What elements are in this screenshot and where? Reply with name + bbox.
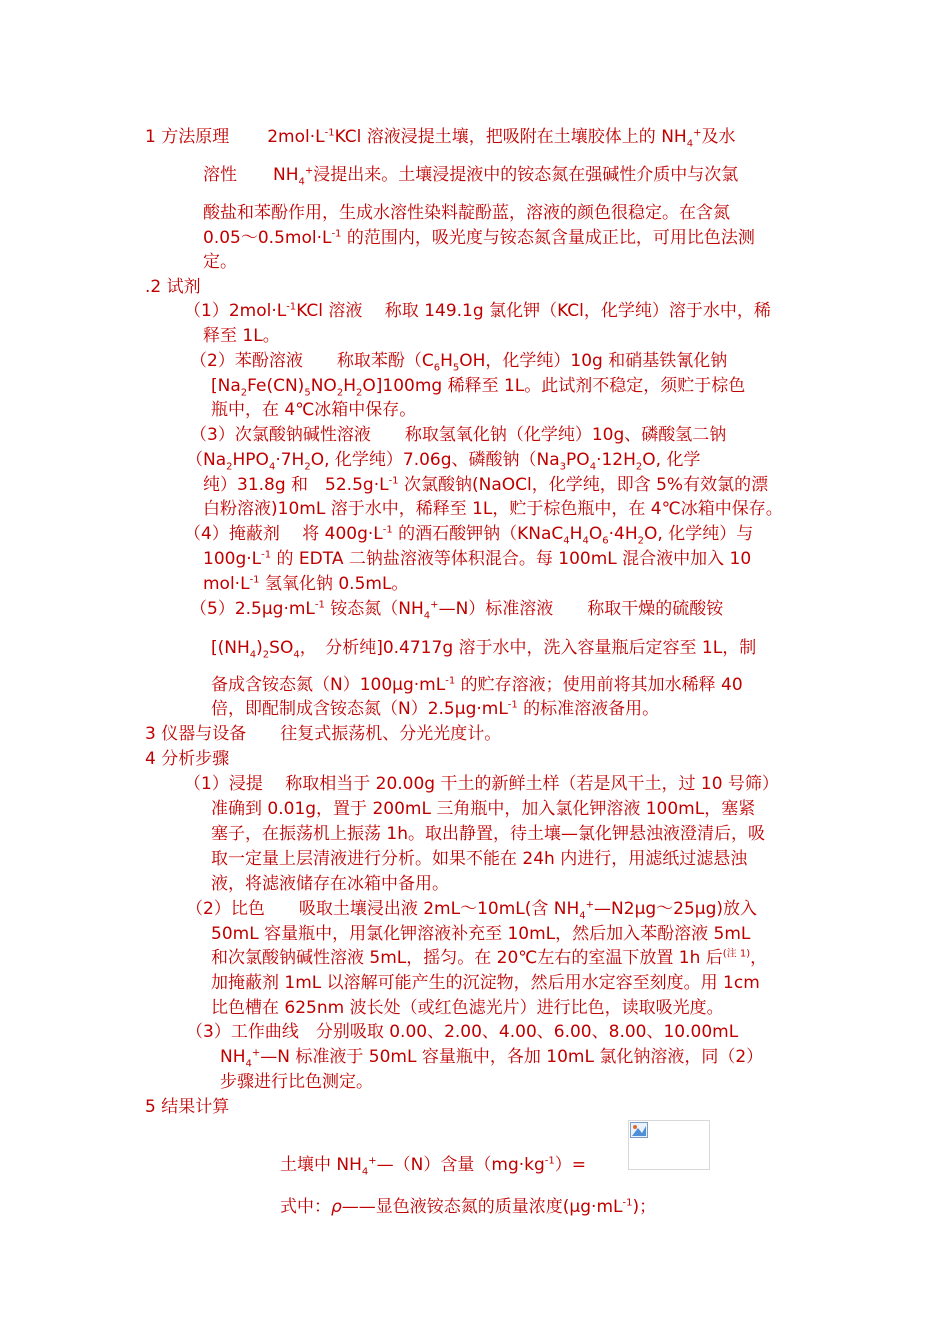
step-3-line-3: 步骤进行比色测定。 [220,1072,373,1092]
formula-image [628,1120,710,1170]
step-2-line-1: （2）比色 吸取土壤浸出液 2mL～10mL(含 $NH_4^+—N2\mu g\sim 25\mu g$)放入 [186,899,758,922]
step-1-line-2: 准确到 0.01g，置于 200mL 三角瓶中，加入氯化钾溶液 100mL，塞紧 [211,799,756,819]
reagent-4-line-3: $mol\cdot L^{-1}$ 氢氧化钠 0.5mL。 [203,574,409,594]
step-1-line-5: 液，将滤液储存在冰箱中备用。 [211,874,449,894]
reagent-5-line-4: 倍，即配制成含铵态氮$(N)2.5\mu g\cdot mL^{-1}$ 的标准溶液备用。 [211,699,660,719]
step-3-line-2: $NH_4^+—N$ 标准液于 50mL 容量瓶中，各加 10mL 氯化钠溶液，同（2） [220,1047,764,1070]
section-1-line-3: 酸盐和苯酚作用，生成水溶性染料靛酚蓝，溶液的颜色很稳定。在含氮 [203,203,730,223]
reagent-1-line-1: $(1)2mol\cdot L^{-1}KCl$ 溶液 称取 149.1g 氯化钾（KCl，化学纯）溶于水中，稀 [184,301,771,321]
step-1-line-3: 塞子，在振荡机上振荡 1h。取出静置，待土壤—氯化钾悬浊液澄清后，吸 [211,824,765,844]
formula-where-line: 式中：ρ——显色液铵态氮的质量浓度$(\mu g\cdot mL^{-1})$； [280,1197,657,1217]
reagent-4-line-2: $100g\cdot L^{-1}$ 的 EDTA 二钠盐溶液等体积混合。每 100mL 混合液中加入 10 [203,549,752,569]
step-2-line-3: 和次氯酸钠碱性溶液 5mL，摇匀。在 20℃左右的室温下放置 1h 后$^{(注 1)}$， [211,948,768,968]
step-3-line-1: （3）工作曲线 分别吸取 0.00、2.00、4.00、6.00、8.00、10.00mL [186,1022,739,1042]
reagent-2-line-1: （2）苯酚溶液 称取苯酚（$C_6H_5OH$，化学纯）10g 和硝基铁氰化钠 [190,351,728,374]
reagent-3-line-2: （$Na_2HPO_4\cdot 7H_2O$, 化学纯）7.06g、磷酸钠（$Na_3PO_4\cdot 12H_2O$, 化学 [186,450,701,473]
reagent-5-line-1: $(5)2.5\mu g\cdot mL^{-1}$ 铵态氮$(NH_4^+—N)$标准溶液 称取干燥的硫酸铵 [190,599,724,622]
step-2-line-4: 加掩蔽剂 1mL 以溶解可能产生的沉淀物，然后用水定容至刻度。用 1cm [211,973,760,993]
section-5-title: 5 结果计算 [145,1097,230,1117]
step-2-line-5: 比色槽在 625nm 波长处（或红色滤光片）进行比色，读取吸光度。 [211,998,724,1018]
section-2-title: .2 试剂 [145,277,201,297]
step-1-line-4: 取一定量上层清液进行分析。如果不能在 24h 内进行，用滤纸过滤悬浊 [211,849,748,869]
reagent-2-line-2: $[Na_2Fe(CN)_5NO_2H_2O]100mg$ 稀释至 1L。此试剂不稳定，须贮于棕色 [211,376,746,399]
reagent-3-line-3: 纯）31.8g 和 $52.5g\cdot L^{-1}$ 次氯酸钠(NaOCl，化学纯，即含 5%有效氯的漂 [203,475,769,495]
broken-image-icon [630,1122,648,1138]
section-1-line-1: 1 方法原理 $2mol\cdot L^{-1}KCl$ 溶液浸提土壤，把吸附在土壤胶体上的 $NH_4^+$及水 [145,127,736,150]
reagent-5-line-3: 备成含铵态氮$(N)100\mu g\cdot mL^{-1}$ 的贮存溶液；使用前将其加水稀释 40 [211,675,743,695]
section-1-line-5: 定。 [203,252,237,272]
reagent-4-line-1: （4）掩蔽剂 将 $400g\cdot L^{-1}$ 的酒石酸钾钠（$KNaC_4H_4O_6\cdot 4H_2O$, 化学纯）与 [184,524,754,547]
reagent-2-line-3: 瓶中，在 4℃冰箱中保存。 [211,400,417,420]
formula-line: 土壤中 $NH_4^+—(N)$含量$(mg\cdot kg^{-1})=$ [280,1155,587,1178]
step-1-line-1: （1）浸提 称取相当于 20.00g 干土的新鲜土样（若是风干土，过 10 号筛） [184,774,779,794]
section-3-line: 3 仪器与设备 往复式振荡机、分光光度计。 [145,724,502,744]
section-1-line-4: $0.05\sim 0.5mol\cdot L^{-1}$ 的范围内，吸光度与铵态氮含量成正比，可用比色法测 [203,228,755,248]
reagent-1-line-2: 释至 1L。 [203,326,280,346]
reagent-3-line-4: 白粉溶液)10mL 溶于水中，稀释至 1L，贮于棕色瓶中，在 4℃冰箱中保存。 [203,499,783,519]
reagent-5-line-2: [$(NH_4)_2SO_4$， 分析纯]0.4717g 溶于水中，洗入容量瓶后定容至 1L，制 [211,638,757,661]
reagent-3-line-1: （3）次氯酸钠碱性溶液 称取氢氧化钠（化学纯）10g、磷酸氢二钠 [190,425,727,445]
step-2-line-2: 50mL 容量瓶中，用氯化钾溶液补充至 10mL，然后加入苯酚溶液 5mL [211,924,751,944]
section-4-title: 4 分析步骤 [145,749,230,769]
section-1-line-2: 溶性 $NH_4^+$浸提出来。土壤浸提液中的铵态氮在强碱性介质中与次氯 [203,165,739,188]
